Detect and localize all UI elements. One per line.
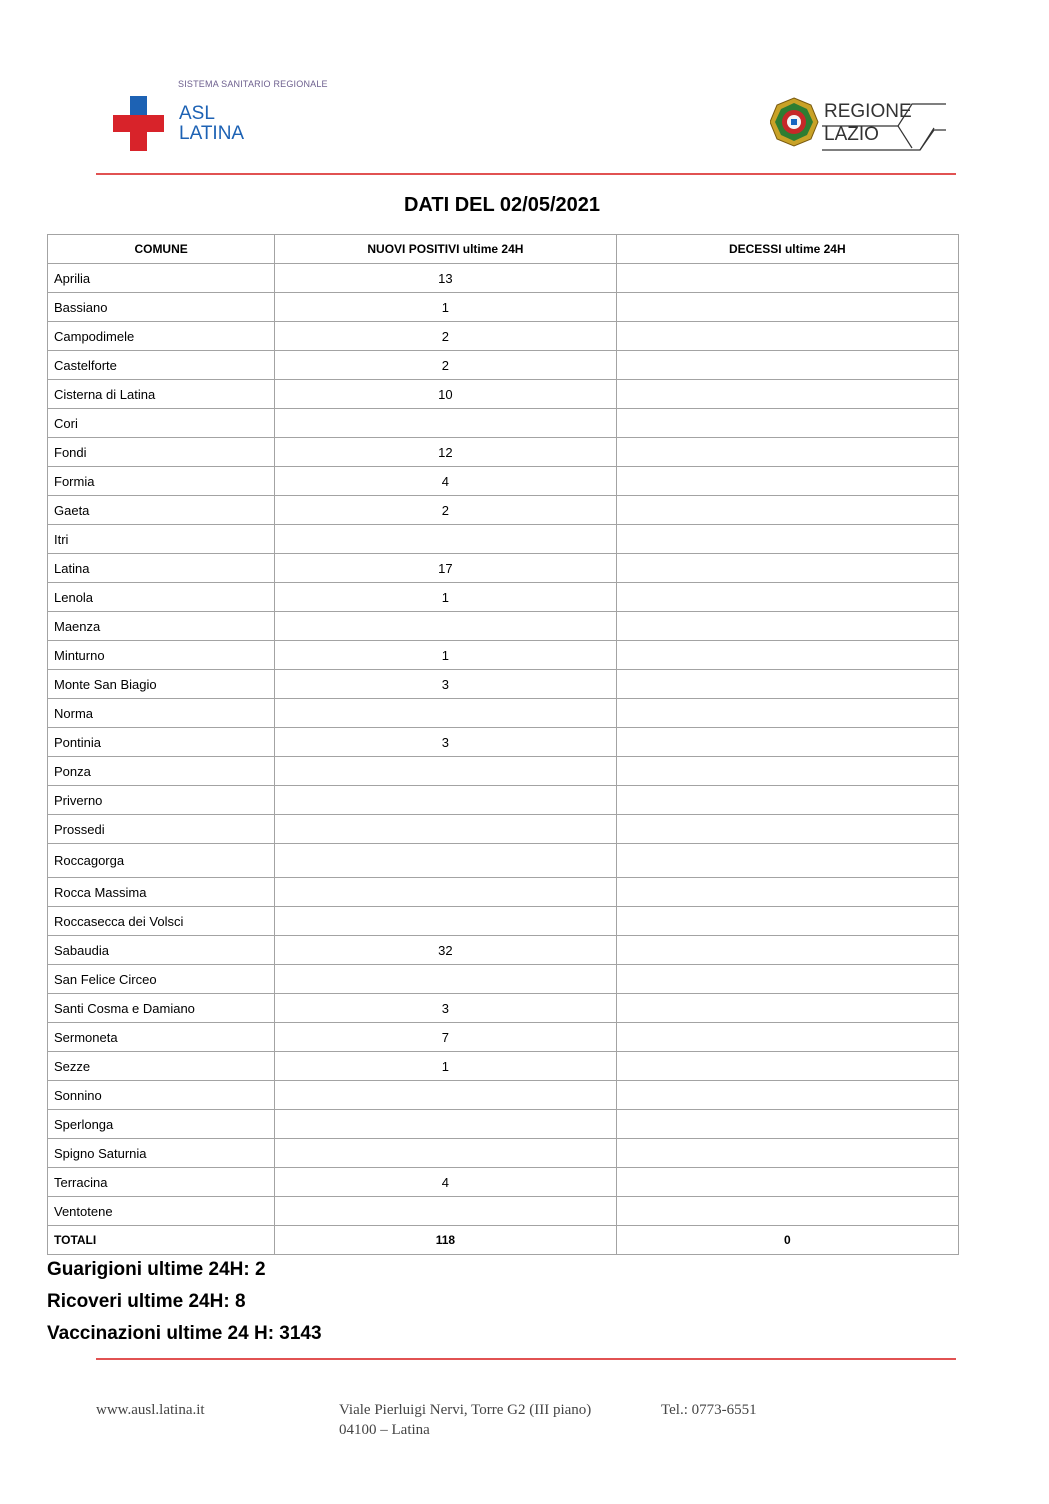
decessi-cell (616, 786, 958, 815)
decessi-cell (616, 844, 958, 878)
ricoveri-line: Ricoveri ultime 24H: 8 (47, 1291, 246, 1312)
positivi-cell: 1 (275, 293, 616, 322)
decessi-cell (616, 757, 958, 786)
comune-cell: Sabaudia (48, 936, 275, 965)
table-row (48, 554, 959, 583)
table-row (48, 844, 959, 878)
table-row (48, 467, 959, 496)
positivi-cell (275, 815, 616, 844)
comune-cell: Aprilia (48, 264, 275, 293)
comune-cell: Minturno (48, 641, 275, 670)
comune-cell: Cori (48, 409, 275, 438)
table-row (48, 380, 959, 409)
footer-divider (96, 1358, 956, 1360)
comune-cell: Santi Cosma e Damiano (48, 994, 275, 1023)
positivi-cell: 1 (275, 641, 616, 670)
comune-cell: Terracina (48, 1168, 275, 1197)
positivi-cell: 1 (275, 583, 616, 612)
decessi-cell (616, 525, 958, 554)
positivi-cell: 2 (275, 322, 616, 351)
asl-logo-text (179, 104, 244, 144)
table-row (48, 728, 959, 757)
decessi-cell (616, 293, 958, 322)
decessi-cell (616, 1168, 958, 1197)
totals-label: TOTALI (48, 1226, 275, 1255)
decessi-cell (616, 438, 958, 467)
decessi-cell (616, 815, 958, 844)
totals-decessi: 0 (616, 1226, 958, 1255)
comune-cell: Maenza (48, 612, 275, 641)
table-row (48, 525, 959, 554)
table-row (48, 583, 959, 612)
footer-address (339, 1400, 591, 1440)
comune-cell: Monte San Biagio (48, 670, 275, 699)
comune-cell: Pontinia (48, 728, 275, 757)
comune-cell: Spigno Saturnia (48, 1139, 275, 1168)
table-row (48, 936, 959, 965)
table-row (48, 670, 959, 699)
positivi-cell (275, 844, 616, 878)
comune-cell: Latina (48, 554, 275, 583)
comune-cell: Rocca Massima (48, 878, 275, 907)
data-table (47, 234, 959, 1255)
table-row (48, 351, 959, 380)
page-header (0, 0, 1049, 180)
decessi-cell (616, 1023, 958, 1052)
decessi-cell (616, 351, 958, 380)
positivi-cell: 1 (275, 1052, 616, 1081)
decessi-cell (616, 878, 958, 907)
comune-cell: Sperlonga (48, 1110, 275, 1139)
positivi-cell (275, 786, 616, 815)
page-title: DATI DEL 02/05/2021 (403, 194, 601, 216)
table-row (48, 1168, 959, 1197)
comune-cell: Roccagorga (48, 844, 275, 878)
decessi-cell (616, 728, 958, 757)
table-row (48, 907, 959, 936)
comune-cell: Formia (48, 467, 275, 496)
totals-positivi: 118 (275, 1226, 616, 1255)
column-header-comune: COMUNE (48, 235, 275, 264)
decessi-cell (616, 1052, 958, 1081)
footer-address-line1: Viale Pierluigi Nervi, Torre G2 (III piano) (339, 1402, 592, 1418)
positivi-cell: 3 (275, 670, 616, 699)
table-row (48, 1110, 959, 1139)
table-row (48, 965, 959, 994)
table-row (48, 994, 959, 1023)
positivi-cell (275, 409, 616, 438)
decessi-cell (616, 965, 958, 994)
table-row (48, 699, 959, 728)
lazio-line1: REGIONE (824, 101, 912, 122)
table-row (48, 438, 959, 467)
decessi-cell (616, 612, 958, 641)
table-row (48, 786, 959, 815)
table-row (48, 815, 959, 844)
decessi-cell (616, 936, 958, 965)
table-row (48, 1197, 959, 1226)
comune-cell: Castelforte (48, 351, 275, 380)
comune-cell: Roccasecca dei Volsci (48, 907, 275, 936)
column-header-positivi: NUOVI POSITIVI ultime 24H (275, 235, 616, 264)
positivi-cell (275, 1139, 616, 1168)
asl-line2: LATINA (179, 123, 245, 144)
header-divider (96, 173, 956, 175)
asl-supertitle: SISTEMA SANITARIO REGIONALE (178, 79, 328, 89)
table-header-row (48, 235, 959, 264)
comune-cell: Sonnino (48, 1081, 275, 1110)
decessi-cell (616, 1081, 958, 1110)
decessi-cell (616, 1110, 958, 1139)
comune-cell: Campodimele (48, 322, 275, 351)
table-row (48, 1052, 959, 1081)
decessi-cell (616, 1197, 958, 1226)
footer-website: www.ausl.latina.it (96, 1402, 205, 1418)
positivi-cell (275, 1110, 616, 1139)
positivi-cell: 4 (275, 1168, 616, 1197)
table-row (48, 1023, 959, 1052)
footer-address-line2: 04100 – Latina (339, 1422, 430, 1438)
positivi-cell (275, 878, 616, 907)
comune-cell: Bassiano (48, 293, 275, 322)
comune-cell: Priverno (48, 786, 275, 815)
table-row (48, 264, 959, 293)
summary-block (47, 1254, 322, 1350)
positivi-cell (275, 612, 616, 641)
table-row (48, 409, 959, 438)
positivi-cell: 4 (275, 467, 616, 496)
decessi-cell (616, 496, 958, 525)
table-row (48, 1139, 959, 1168)
decessi-cell (616, 264, 958, 293)
decessi-cell (616, 907, 958, 936)
footer-phone: Tel.: 0773-6551 (661, 1402, 757, 1418)
table-body (48, 264, 959, 1226)
positivi-cell: 3 (275, 994, 616, 1023)
decessi-cell (616, 994, 958, 1023)
totals-row (48, 1226, 959, 1255)
decessi-cell (616, 380, 958, 409)
comune-cell: Gaeta (48, 496, 275, 525)
comune-cell: Ponza (48, 757, 275, 786)
comune-cell: Cisterna di Latina (48, 380, 275, 409)
decessi-cell (616, 583, 958, 612)
table-row (48, 612, 959, 641)
decessi-cell (616, 409, 958, 438)
table-row (48, 1081, 959, 1110)
positivi-cell (275, 907, 616, 936)
lazio-logo-text (824, 100, 912, 146)
asl-line1: ASL (179, 103, 215, 124)
comune-cell: Norma (48, 699, 275, 728)
decessi-cell (616, 554, 958, 583)
positivi-cell (275, 965, 616, 994)
decessi-cell (616, 1139, 958, 1168)
table-row (48, 641, 959, 670)
positivi-cell (275, 525, 616, 554)
decessi-cell (616, 641, 958, 670)
table-row (48, 757, 959, 786)
comune-cell: Ventotene (48, 1197, 275, 1226)
positivi-cell: 32 (275, 936, 616, 965)
positivi-cell: 2 (275, 351, 616, 380)
decessi-cell (616, 699, 958, 728)
comune-cell: Prossedi (48, 815, 275, 844)
guarigioni-line: Guarigioni ultime 24H: 2 (47, 1259, 266, 1280)
comune-cell: Sezze (48, 1052, 275, 1081)
asl-cross-logo-icon (113, 96, 164, 151)
positivi-cell: 7 (275, 1023, 616, 1052)
positivi-cell (275, 1081, 616, 1110)
positivi-cell: 2 (275, 496, 616, 525)
comune-cell: Sermoneta (48, 1023, 275, 1052)
decessi-cell (616, 670, 958, 699)
table-row (48, 293, 959, 322)
vaccinazioni-line: Vaccinazioni ultime 24 H: 3143 (47, 1323, 322, 1344)
comune-cell: Fondi (48, 438, 275, 467)
lazio-line2: LAZIO (824, 124, 879, 145)
decessi-cell (616, 467, 958, 496)
positivi-cell: 13 (275, 264, 616, 293)
positivi-cell (275, 757, 616, 786)
comune-cell: Lenola (48, 583, 275, 612)
table-row (48, 878, 959, 907)
positivi-cell: 3 (275, 728, 616, 757)
comune-cell: Itri (48, 525, 275, 554)
table-row (48, 322, 959, 351)
positivi-cell (275, 699, 616, 728)
positivi-cell (275, 1197, 616, 1226)
table-row (48, 496, 959, 525)
decessi-cell (616, 322, 958, 351)
column-header-decessi: DECESSI ultime 24H (616, 235, 958, 264)
positivi-cell: 10 (275, 380, 616, 409)
positivi-cell: 12 (275, 438, 616, 467)
positivi-cell: 17 (275, 554, 616, 583)
comune-cell: San Felice Circeo (48, 965, 275, 994)
